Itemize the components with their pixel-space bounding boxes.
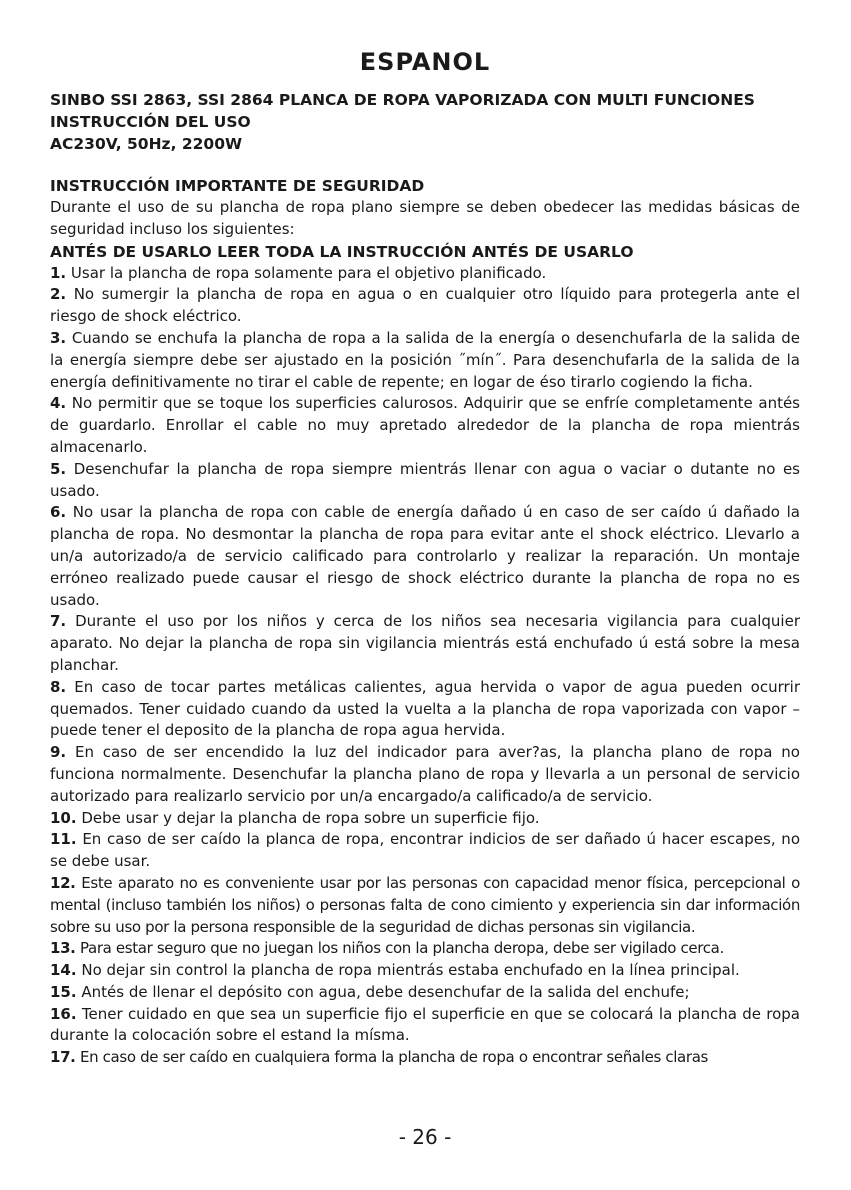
item-text: No dejar sin control la plancha de ropa mientrás estaba enchufado en la línea principal. <box>81 961 740 980</box>
item-number: 3. <box>50 328 67 347</box>
item-text: Cuando se enchufa la plancha de ropa a la salida de la energía o desenchufarla de la salida de la energía siempre debe ser ajustado en la posición ˝mín˝. Para desenchufarla de la salida de la energía definitivamente no tirar el cable de repente; en logar de éso tirarlo cogiendo la ficha. <box>50 328 800 391</box>
instruction-item <box>50 328 800 393</box>
instruction-item <box>50 502 800 611</box>
model-title: SINBO SSI 2863, SSI 2864 PLANCA DE ROPA VAPORIZADA CON MULTI FUNCIONES <box>50 91 755 109</box>
instruction-item <box>50 284 800 328</box>
item-number: 2. <box>50 285 67 304</box>
item-number: 9. <box>50 743 67 762</box>
item-number: 6. <box>50 503 67 522</box>
item-text: En caso de ser caído la planca de ropa, encontrar indicios de ser dañado ú hacer escapes, no se debe usar. <box>50 830 800 871</box>
safety-title: INSTRUCCIÓN IMPORTANTE DE SEGURIDAD <box>50 177 425 195</box>
instruction-item <box>50 873 800 938</box>
item-text: Este aparato no es conveniente usar por las personas con capacidad menor física, percepcional o mental (incluso también los niños) o personas falta de cono cimiento y experiencia sin dar información sobre su uso por la persona responsible de la seguridad de dichas personas sin vigilancia. <box>50 873 800 936</box>
item-text: Antés de llenar el depósito con agua, debe desenchufar de la salida del enchufe; <box>81 982 690 1001</box>
read-before-use-warning: ANTÉS DE USARLO LEER TODA LA INSTRUCCIÓN ANTÉS DE USARLO <box>50 242 634 261</box>
item-number: 16. <box>50 1004 77 1023</box>
instruction-item <box>50 742 800 807</box>
item-number: 14. <box>50 961 77 980</box>
item-text: En caso de ser caído en cualquiera forma la plancha de ropa o encontrar señales claras <box>79 1048 709 1067</box>
power-specs: AC230V, 50Hz, 2200W <box>50 135 243 153</box>
item-text: En caso de tocar partes metálicas calientes, agua hervida o vapor de agua pueden ocurrir quemados. Tener cuidado cuando da usted la vuelta a la plancha de ropa vaporizada con vapor – puede tener el deposito de la plancha de ropa agua hervida. <box>50 677 800 740</box>
instruction-item <box>50 808 800 830</box>
safety-intro: Durante el uso de su plancha de ropa plano siempre se deben obedecer las medidas básicas de seguridad incluso los siguientes: <box>50 198 800 238</box>
item-text: No permitir que se toque los superficies calurosos. Adquirir que se enfríe completamente antés de guardarlo. Enrollar el cable no muy apretado alrededor de la plancha de ropa mientrás almacenarlo. <box>50 394 801 456</box>
item-text: Desenchufar la plancha de ropa siempre mientrás llenar con agua o vaciar o dutante no es usado. <box>50 459 800 500</box>
item-number: 5. <box>50 459 67 478</box>
page-number: - 26 - <box>398 1125 452 1149</box>
instruction-item <box>50 393 800 458</box>
item-text: No sumergir la plancha de ropa en agua o en cualquier otro líquido para protegerla ante el riesgo de shock eléctrico. <box>50 285 800 326</box>
item-text: En caso de ser encendido la luz del indicador para aver?as, la plancha plano de ropa no funciona normalmente. Desenchufar la plancha plano de ropa y llevarla a un personal de servicio autorizado para realizarlo servicio por un/a encargado/a calificado/a de servicio. <box>50 743 800 805</box>
item-text: No usar la plancha de ropa con cable de energía dañado ú en caso de ser caído ú dañado la plancha de ropa. No desmontar la plancha de ropa para evitar ante el shock eléctrico. Llevarlo a un/a autorizado/a de servicio calificado para controlarlo y realizar la reparación. Un montaje erróneo realizado puede causar el riesgo de shock eléctrico durante la plancha de ropa no es usado. <box>50 503 800 609</box>
instruction-item <box>50 982 800 1004</box>
instruction-item <box>50 677 800 742</box>
item-number: 4. <box>50 394 67 413</box>
document-header <box>50 89 800 155</box>
item-number: 15. <box>50 982 77 1001</box>
instruction-item <box>50 960 800 982</box>
instruction-item <box>50 829 800 873</box>
instruction-item <box>50 938 800 960</box>
item-number: 7. <box>50 612 67 631</box>
item-text: Usar la plancha de ropa solamente para el objetivo planificado. <box>70 263 547 282</box>
item-number: 1. <box>50 263 67 282</box>
item-number: 10. <box>50 808 77 827</box>
safety-section <box>50 175 800 1069</box>
item-text: Durante el uso por los niños y cerca de los niños sea necesaria vigilancia para cualquier aparato. No dejar la plancha de ropa sin vigilancia mientrás está enchufado ú está sobre la mesa planchar. <box>50 612 800 674</box>
item-number: 8. <box>50 677 67 696</box>
item-number: 17. <box>50 1048 76 1067</box>
item-number: 11. <box>50 830 77 849</box>
instruction-item <box>50 263 800 285</box>
item-text: Tener cuidado en que sea un superficie fijo el superficie en que se colocará la plancha de ropa durante la colocación sobre el estand la mísma. <box>50 1004 800 1045</box>
item-text: Para estar seguro que no juegan los niños con la plancha deropa, debe ser vigilado cerca. <box>79 939 724 958</box>
instruction-item <box>50 1004 800 1048</box>
instruction-item <box>50 611 800 676</box>
item-number: 12. <box>50 873 76 892</box>
manual-title: INSTRUCCIÓN DEL USO <box>50 113 251 131</box>
item-text: Debe usar y dejar la plancha de ropa sobre un superficie fijo. <box>81 808 540 827</box>
language-title: ESPANOL <box>359 48 491 76</box>
item-number: 13. <box>50 939 76 958</box>
instruction-item <box>50 1047 800 1069</box>
instruction-item <box>50 459 800 503</box>
